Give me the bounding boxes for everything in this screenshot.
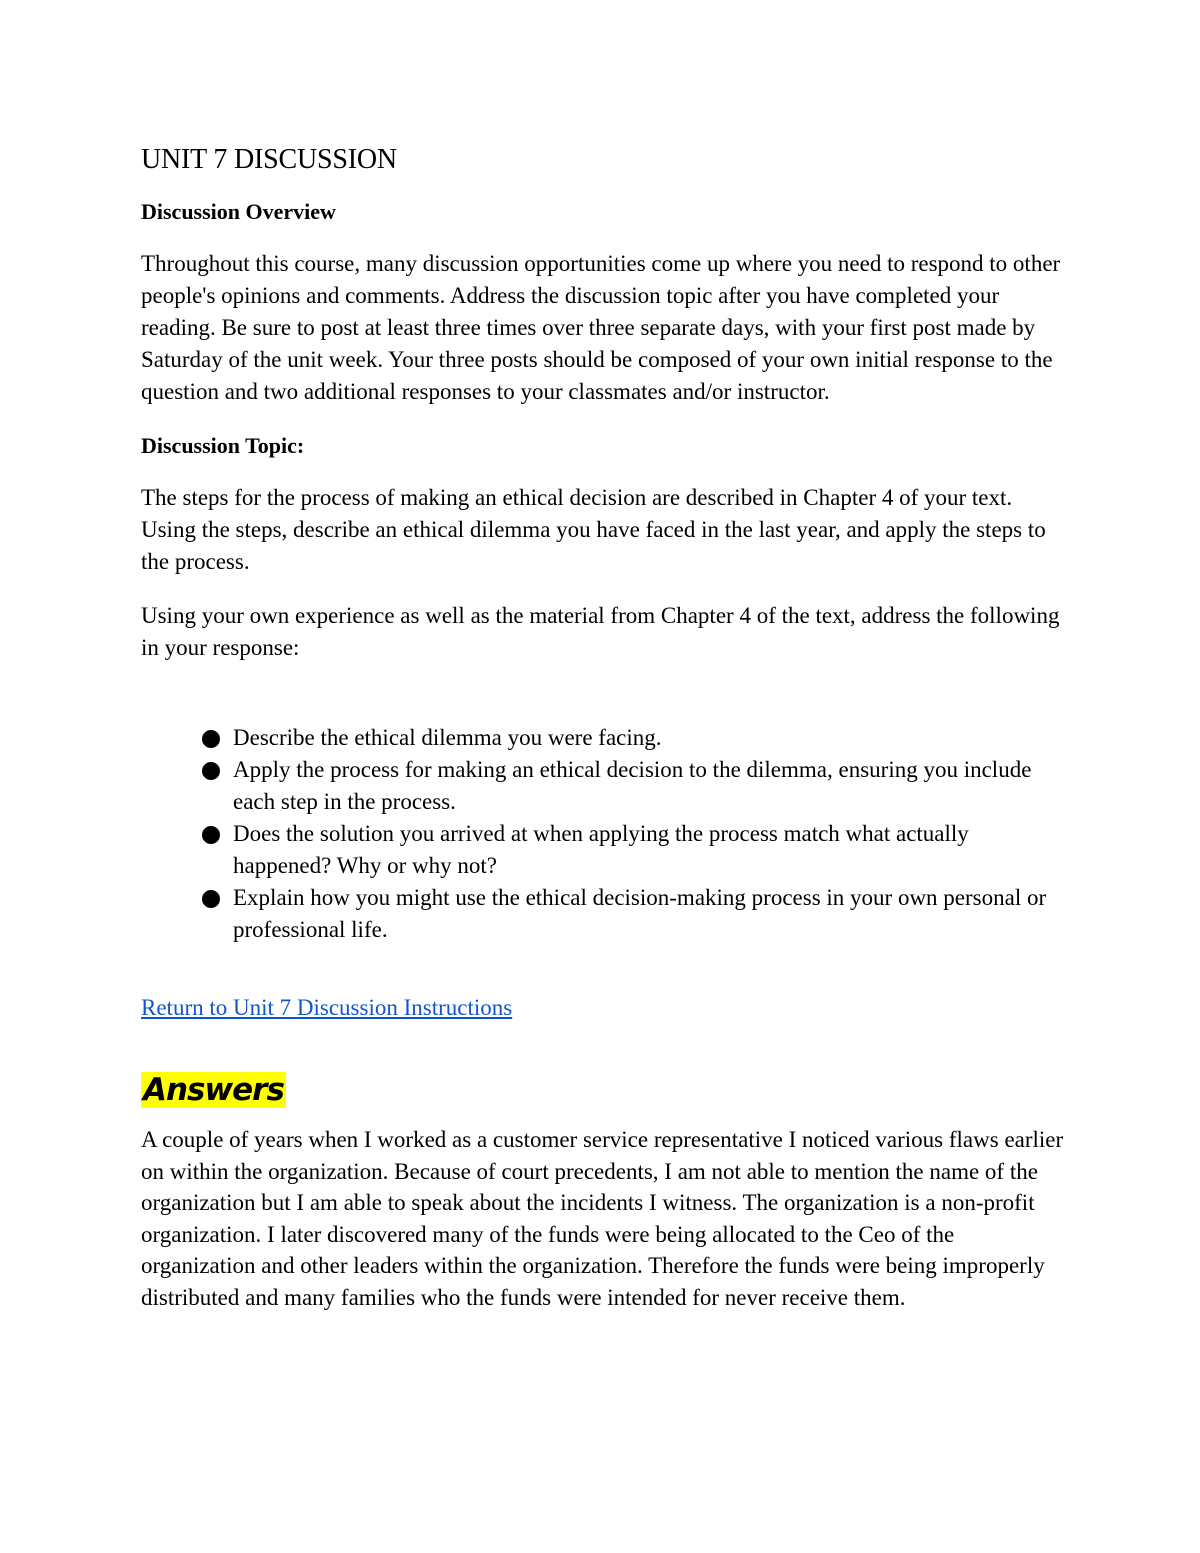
return-to-instructions-link[interactable]: Return to Unit 7 Discussion Instructions [141,995,513,1020]
bullet-icon [202,762,220,780]
response-requirements-list [141,722,1066,946]
topic-paragraph: The steps for the process of making an ethical decision are described in Chapter 4 of your text. Using the steps, describe an ethical dilemma you have faced in the last year, and apply the steps to the process. [141,485,1046,574]
document-page [141,140,1066,1313]
answers-heading [141,1070,1066,1110]
list-item [233,722,1066,754]
list-item-text: Does the solution you arrived at when applying the process match what actually happened? Why or why not? [233,821,969,878]
list-item [233,818,1066,882]
topic-instructions-paragraph: Using your own experience as well as the material from Chapter 4 of the text, address the following in your response: [141,603,1060,660]
list-item [233,754,1066,818]
answer-paragraph: A couple of years when I worked as a customer service representative I noticed various flaws earlier on within the organization. Because of court precedents, I am not able to mention the name of the organization but I am able to speak about the incidents I witness. The organization is a non-profit organization. I later discovered many of the funds were being allocated to the Ceo of the organization and other leaders within the organization. Therefore the funds were being improperly distributed and many families who the funds were intended for never receive them. [141,1127,1064,1310]
bullet-icon [202,826,220,844]
list-item [233,882,1066,946]
topic-heading: Discussion Topic: [141,433,305,458]
overview-paragraph: Throughout this course, many discussion opportunities come up where you need to respond to other people's opinions and comments. Address the discussion topic after you have completed your reading. Be sure to post at least three times over three separate days, with your first post made by Saturday of the unit week. Your three posts should be composed of your own initial response to the question and two additional responses to your classmates and/or instructor. [141,251,1061,404]
list-item-text: Apply the process for making an ethical decision to the dilemma, ensuring you include each step in the process. [233,757,1032,814]
bullet-icon [202,730,220,748]
overview-heading: Discussion Overview [141,199,336,224]
list-item-text: Describe the ethical dilemma you were facing. [233,725,662,750]
document-title: UNIT 7 DISCUSSION [141,144,397,175]
list-item-text: Explain how you might use the ethical decision-making process in your own personal or professional life. [233,885,1047,942]
bullet-icon [202,890,220,908]
answers-heading-text: Answers [143,1072,284,1108]
